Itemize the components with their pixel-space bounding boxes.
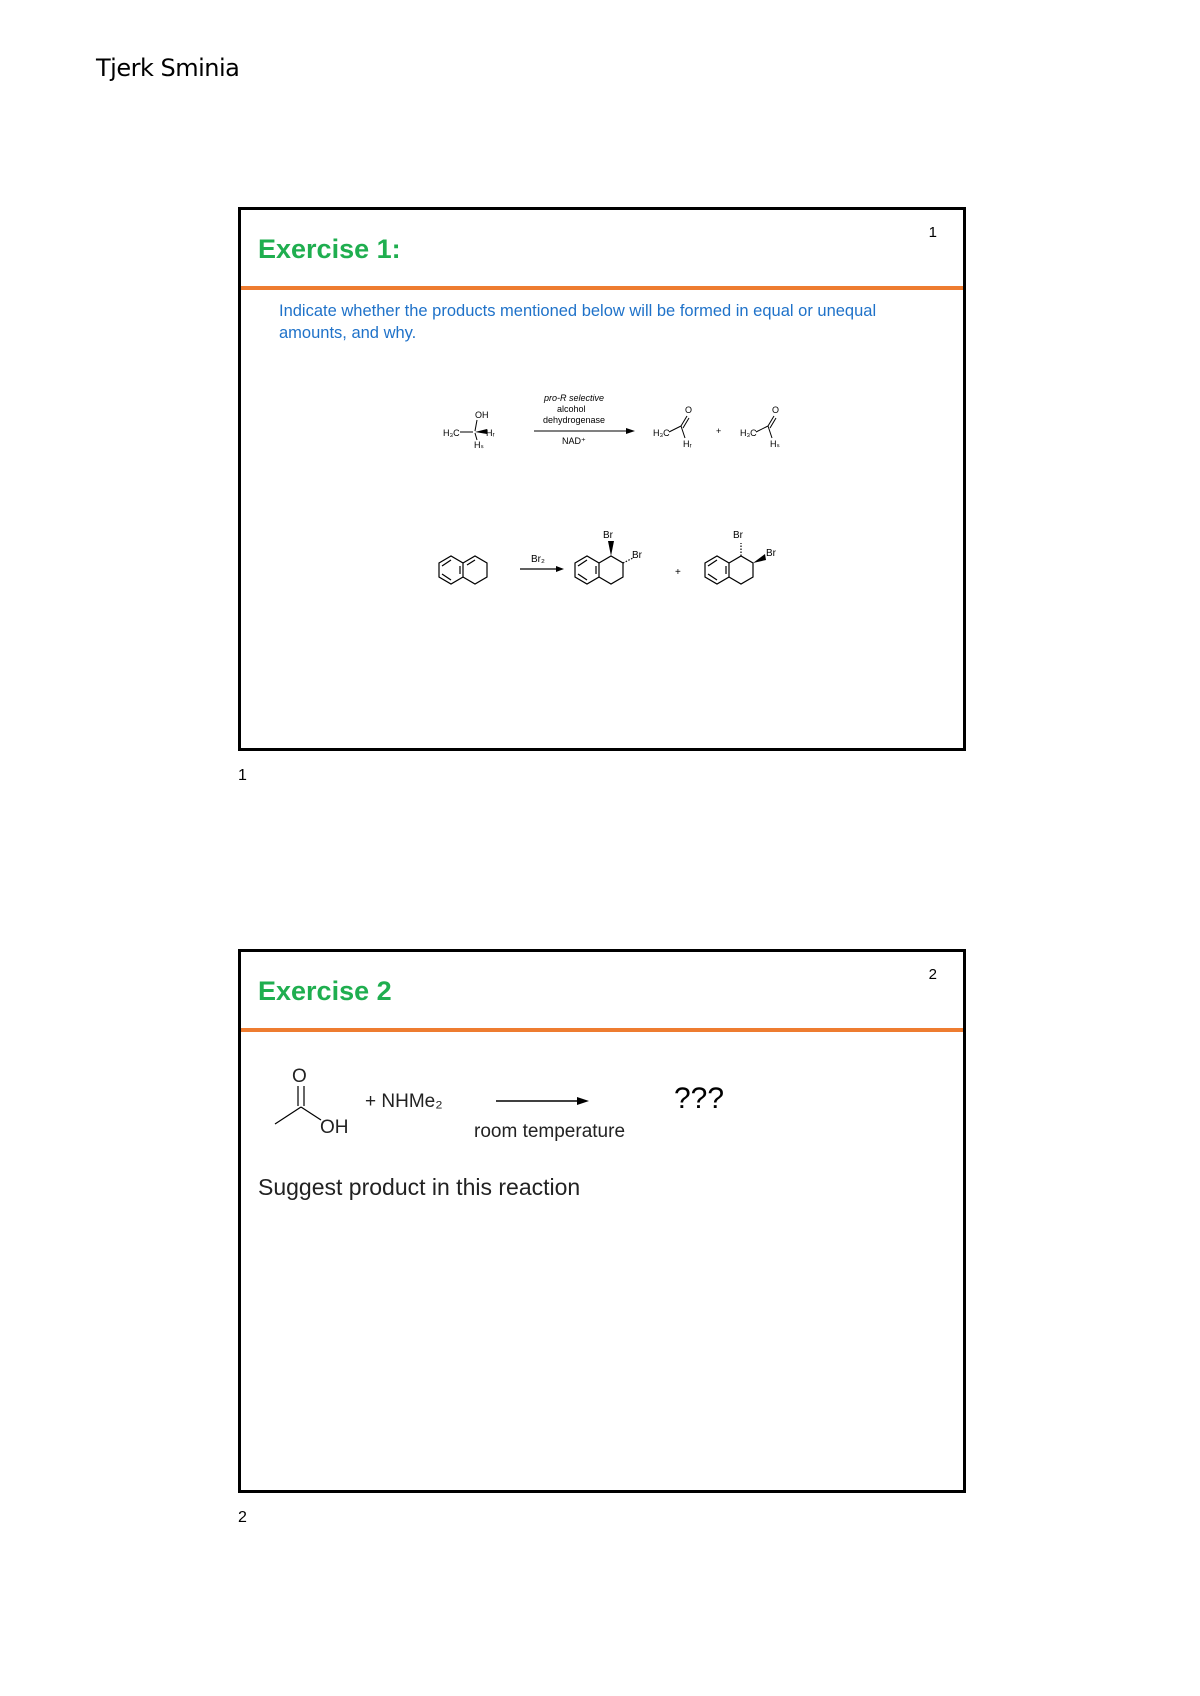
reaction-1 <box>443 393 780 450</box>
br-label: Br <box>632 550 642 561</box>
reagent-line-1: pro-R selective <box>544 393 605 403</box>
br-label: Br <box>733 530 743 541</box>
product-1-o-label: O <box>685 405 693 415</box>
reagent-line-3: dehydrogenase <box>543 415 606 425</box>
reaction-arrow <box>577 1097 589 1105</box>
reactant-ch3-label: H₃C <box>443 428 460 438</box>
slide-number: 2 <box>928 966 937 983</box>
handout-page-number: 2 <box>238 1509 247 1526</box>
product-2-ch3-label: H₃C <box>740 428 757 438</box>
exercise-prompt: Suggest product in this reaction <box>258 1174 581 1200</box>
reactant-hs-label: Hₛ <box>474 440 484 450</box>
acetic-acid-structure <box>275 1086 321 1124</box>
reagent-br2-label: Br₂ <box>531 554 545 565</box>
reaction-scheme <box>241 210 963 748</box>
dihydronaphthalene-structure <box>439 556 487 584</box>
br-label: Br <box>603 530 613 541</box>
slide-exercise-1 <box>238 207 966 751</box>
reaction-condition: room temperature <box>474 1121 626 1142</box>
reagent-line-2: alcohol <box>557 404 586 414</box>
trans-dibromide-product <box>575 530 643 584</box>
plus-sign: + <box>675 567 681 578</box>
unknown-product: ??? <box>674 1082 725 1115</box>
reactant-hr-label: Hᵣ <box>486 428 495 438</box>
author-name: Tjerk Sminia <box>96 54 240 82</box>
reaction-2 <box>439 530 777 584</box>
product-2-o-label: O <box>772 405 780 415</box>
plus-sign: + <box>716 426 722 436</box>
amine-reagent-label: + NHMe₂ <box>365 1091 443 1112</box>
slide-number: 1 <box>928 224 937 241</box>
handout-page-number: 1 <box>238 767 247 784</box>
product-1-ch3-label: H₃C <box>653 428 670 438</box>
slide-exercise-2 <box>238 949 966 1493</box>
slide-title: Exercise 1: <box>258 234 401 264</box>
product-1-h-label: Hᵣ <box>683 439 692 449</box>
acid-o-label: O <box>292 1066 307 1087</box>
reactant-oh-label: OH <box>475 410 489 420</box>
cofactor-label: NAD⁺ <box>562 436 586 446</box>
cis-dibromide-product <box>705 530 777 584</box>
slide-title: Exercise 2 <box>258 976 392 1006</box>
product-2-h-label: Hₛ <box>770 439 780 449</box>
br-label: Br <box>766 548 776 559</box>
exercise-description: Indicate whether the products mentioned below will be formed in equal or unequal amounts, and why. <box>279 302 877 342</box>
reaction-scheme <box>241 952 963 1490</box>
acid-oh-label: OH <box>320 1117 349 1138</box>
